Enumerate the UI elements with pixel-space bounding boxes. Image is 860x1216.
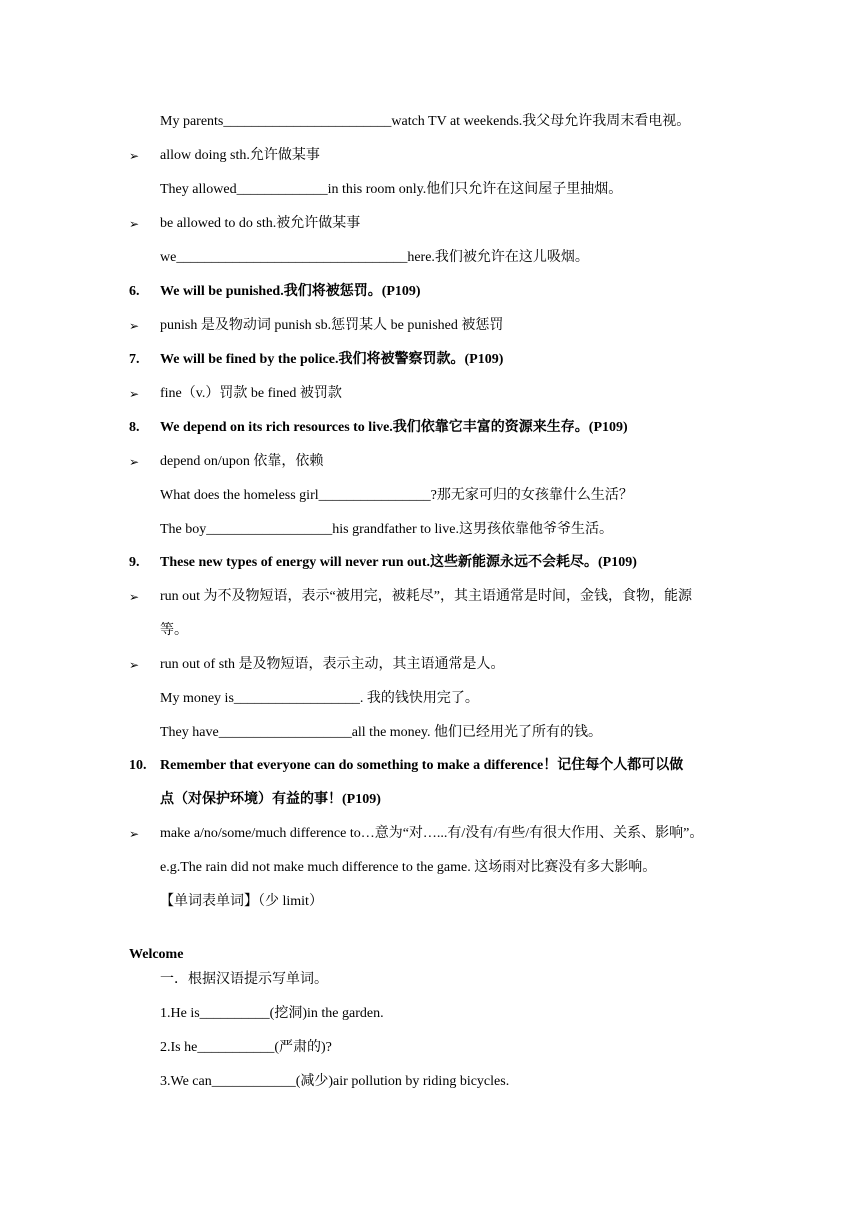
bullet-arrow-icon: ➢: [129, 217, 140, 231]
text-line: What does the homeless girl________________?那无家可归的女孩靠什么生活？: [160, 488, 633, 503]
instruction-text: 一．根据汉语提示写单词。: [160, 972, 328, 987]
item-number: 9.: [129, 555, 140, 570]
text-line: They allowed_____________in this room only.他们只允许在这间屋子里抽烟。: [160, 182, 623, 197]
sentence-heading: We will be fined by the police.我们将被警察罚款。(P109): [160, 352, 504, 367]
text-line: we_________________________________here.我们被允许在这儿吸烟。: [160, 250, 589, 265]
item-number: 10.: [129, 758, 147, 773]
text-line: make a/no/some/much difference to…意为“对…...有/没有/有些/有很大作用、关系、影响”。: [160, 826, 704, 841]
text-line: allow doing sth.允许做某事: [160, 148, 320, 163]
bullet-arrow-icon: ➢: [129, 455, 140, 469]
text-line: depend on/upon 依靠，依赖: [160, 454, 324, 469]
bullet-arrow-icon: ➢: [129, 590, 140, 604]
text-line: My money is__________________. 我的钱快用完了。: [160, 691, 479, 706]
exercise-item: 1.He is__________(挖洞)in the garden.: [160, 1006, 384, 1021]
bullet-arrow-icon: ➢: [129, 149, 140, 163]
text-line: The boy__________________his grandfather to live.这男孩依靠他爷爷生活。: [160, 522, 614, 537]
exercise-item: 3.We can____________(减少)air pollution by riding bicycles.: [160, 1074, 510, 1089]
bullet-arrow-icon: ➢: [129, 387, 140, 401]
bullet-arrow-icon: ➢: [129, 319, 140, 333]
section-heading: Welcome: [129, 947, 184, 962]
exercise-item: 2.Is he___________(严肃的)?: [160, 1040, 332, 1055]
item-number: 6.: [129, 284, 140, 299]
text-line: be allowed to do sth.被允许做某事: [160, 216, 361, 231]
sentence-heading: We depend on its rich resources to live.我们依靠它丰富的资源来生存。(P109): [160, 420, 628, 435]
text-line: 等。: [160, 623, 188, 638]
section-label: 【单词表单词】（少 limit）: [160, 894, 323, 909]
bullet-arrow-icon: ➢: [129, 658, 140, 672]
text-line: fine（v.）罚款 be fined 被罚款: [160, 386, 342, 401]
sentence-heading: These new types of energy will never run out.这些新能源永远不会耗尽。(P109): [160, 555, 637, 570]
text-line: punish 是及物动词 punish sb.惩罚某人 be punished 被惩罚: [160, 318, 504, 333]
text-line: e.g.The rain did not make much difference to the game. 这场雨对比赛没有多大影响。: [160, 860, 657, 875]
bullet-arrow-icon: ➢: [129, 827, 140, 841]
sentence-heading: We will be punished.我们将被惩罚。(P109): [160, 284, 421, 299]
text-line: My parents________________________watch TV at weekends.我父母允许我周末看电视。: [160, 114, 691, 129]
sentence-heading: Remember that everyone can do something to make a difference！记住每个人都可以做: [160, 758, 684, 773]
text-line: run out 为不及物短语，表示“被用完，被耗尽”，其主语通常是时间，金钱，食物，能源: [160, 589, 692, 604]
text-line: They have___________________all the money. 他们已经用光了所有的钱。: [160, 725, 602, 740]
item-number: 8.: [129, 420, 140, 435]
text-line: run out of sth 是及物短语，表示主动，其主语通常是人。: [160, 657, 505, 672]
sentence-heading-continued: 点（对保护环境）有益的事！(P109): [160, 792, 381, 807]
item-number: 7.: [129, 352, 140, 367]
